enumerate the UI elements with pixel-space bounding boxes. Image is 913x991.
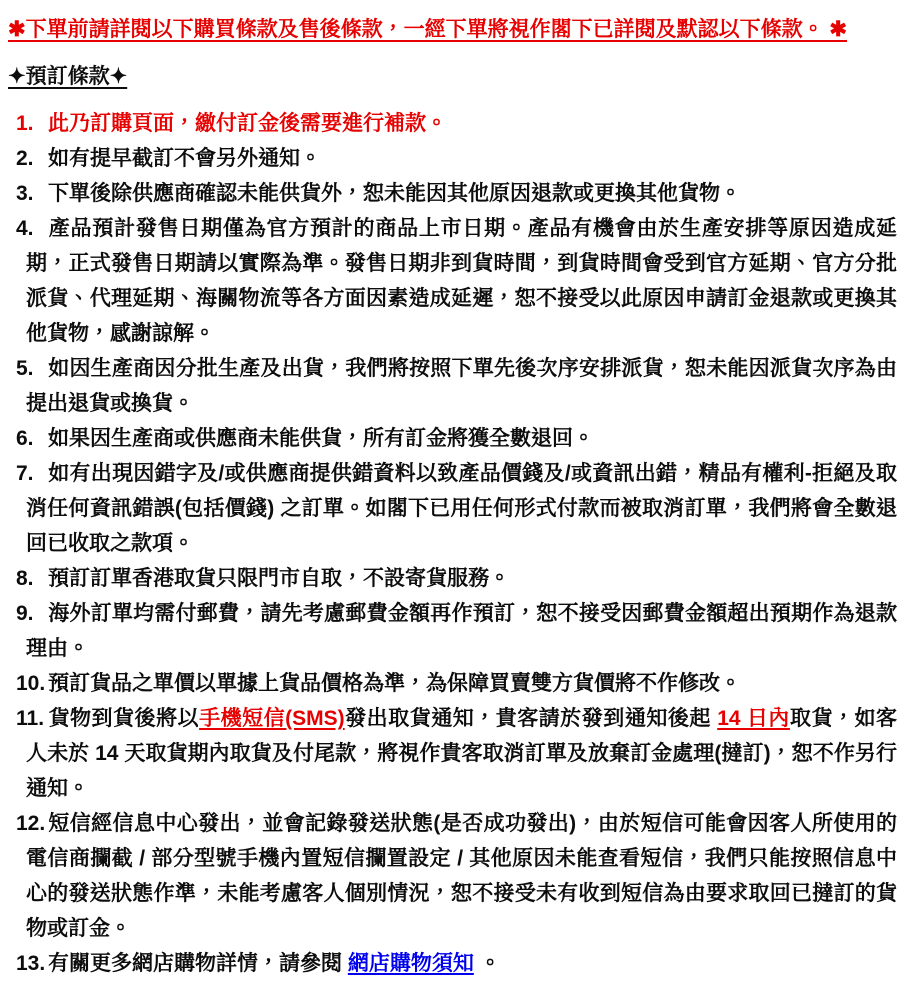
- term-number: 7.: [16, 462, 34, 485]
- purchase-notice-banner: ✱下單前請詳閱以下購買條款及售後條款，一經下單將視作閣下已詳閱及默認以下條款。 ✱: [8, 18, 848, 41]
- term-text: 如有提早截訂不會另外通知。: [48, 147, 321, 170]
- term-number: 5.: [16, 357, 34, 380]
- term-number: 6.: [16, 427, 34, 450]
- term-item: [8, 141, 897, 176]
- highlight-red: 手機短信(SMS): [199, 707, 345, 730]
- term-text: 如因生產商因分批生產及出貨，我們將按照下單先後次序安排派貨，恕未能因派貨次序為由提出退貨或換貨。: [26, 357, 897, 415]
- term-number: 8.: [16, 567, 34, 590]
- terms-list: [8, 106, 897, 981]
- term-number: 3.: [16, 182, 34, 205]
- term-item: [8, 211, 897, 351]
- term-text: 下單後除供應商確認未能供貨外，恕未能因其他原因退款或更換其他貨物。: [48, 182, 741, 205]
- term-text: 發出取貨通知，貴客請於發到通知後起: [344, 707, 718, 730]
- term-text: 產品預計發售日期僅為官方預計的商品上市日期。產品有機會由於生產安排等原因造成延期，正式發售日期請以實際為準。發售日期非到貨時間，到貨時間會受到官方延期、官方分批派貨、代理延期、海關物流等各方面因素造成延遲，恕不接受以此原因申請訂金退款或更換其他貨物，感謝諒解。: [26, 217, 897, 345]
- term-item: [8, 561, 897, 596]
- term-text: 取貨，如客人未於 14 天取貨期內取貨及付尾款，將視作貴客取消訂單及放棄訂金處理(撻訂)，恕不作另行通知。: [26, 707, 898, 800]
- term-text: 短信經信息中心發出，並會記錄發送狀態(是否成功發出)，由於短信可能會因客人所使用的電信商攔截 / 部分型號手機內置短信攔置設定 / 其他原因未能查看短信，我們只能按照信息中心的發送狀態作準，未能考慮客人個別情況，恕不接受未有收到短信為由要求取回已撻訂的貨物或訂金。: [26, 812, 897, 940]
- term-item: [8, 176, 897, 211]
- term-item: [8, 421, 897, 456]
- term-item: [8, 806, 897, 946]
- term-number: 11.: [16, 707, 45, 730]
- term-item: [8, 106, 897, 141]
- term-number: 9.: [16, 602, 34, 625]
- term-item: [8, 701, 897, 806]
- term-item: [8, 456, 897, 561]
- term-item: [8, 946, 897, 981]
- section-heading-text: ✦預訂條款✦: [8, 65, 128, 88]
- term-text: 如有出現因錯字及/或供應商提供錯資料以致產品價錢及/或資訊出錯，精品有權利-拒絕及取消任何資訊錯誤(包括價錢) 之訂單。如閣下已用任何形式付款而被取消訂單，我們將會全數退回已收取之款項。: [26, 462, 897, 555]
- term-text: 有關更多網店購物詳情，請參閱: [48, 952, 348, 975]
- highlight-red: 14 日內: [717, 707, 790, 730]
- term-text: 海外訂單均需付郵費，請先考慮郵費金額再作預訂，恕不接受因郵費金額超出預期作為退款理由。: [26, 602, 897, 660]
- section-heading: [8, 59, 897, 94]
- term-number: 4.: [16, 217, 34, 240]
- term-text: 預訂訂單香港取貨只限門市自取，不設寄貨服務。: [48, 567, 510, 590]
- term-item: [8, 666, 897, 701]
- store-shopping-guide-link[interactable]: 網店購物須知: [347, 952, 474, 975]
- term-text: 如果因生產商或供應商未能供貨，所有訂金將獲全數退回。: [48, 427, 594, 450]
- term-text: 預訂貨品之單價以單據上貨品價格為準，為保障買賣雙方貨價將不作修改。: [48, 672, 741, 695]
- term-number: 2.: [16, 147, 34, 170]
- term-number: 12.: [16, 812, 46, 835]
- term-item: [8, 351, 897, 421]
- term-number: 13.: [16, 952, 46, 975]
- term-text: 貨物到貨後將以: [48, 707, 200, 730]
- term-item: [8, 596, 897, 666]
- term-number: 10.: [16, 672, 46, 695]
- term-text: 此乃訂購頁面，繳付訂金後需要進行補款。: [48, 112, 447, 135]
- term-text: 。: [473, 952, 501, 975]
- term-number: 1.: [16, 112, 34, 135]
